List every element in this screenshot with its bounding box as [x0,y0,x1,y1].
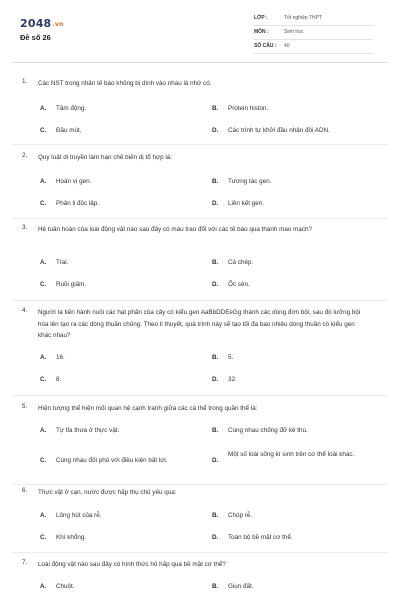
option-letter: B. [212,512,219,519]
meta-label: SỐ CÂU : [254,43,277,49]
option-text: Cùng nhau chống đỡ kẻ thù. [228,427,308,434]
option-text: Đầu mút. [56,127,82,134]
meta-label: MÔN : [254,29,269,35]
option-letter: A. [40,427,47,434]
header-divider [12,62,388,63]
option-letter: A. [40,259,47,266]
meta-value: Tốt nghiệp THPT [284,15,322,21]
question-number: 1. [22,78,28,85]
question-divider [12,300,388,301]
question-divider [12,395,388,396]
option-text: Cùng nhau đối phó với điều kiện bất lợi. [56,457,168,464]
option-text: Hoán vị gen. [56,178,92,185]
option-text: Lông hút của rễ. [56,512,102,519]
question-divider [12,218,388,219]
question-text: Người ta tiến hành nuôi các hạt phấn của cây có kiểu gen AaBbDDEeGg thành các dòng đơn bội, sau đó lưỡng bội hóa lên tạo ra các dòng thuần chủng. Theo lí thuyết, quá trình này sẽ tạo tối đa bao nhiêu dòng thuần có kiểu gen khác nhau? [38,309,361,339]
option-text: Ốc sên. [228,281,250,288]
logo-main: 2048 [20,17,52,30]
option-letter: B. [212,583,219,590]
question-divider [12,484,388,485]
question-text: Loài động vật nào sau đây có hình thức hô hấp qua bề mặt cơ thể? [38,561,226,568]
option-letter: B. [212,178,219,185]
exam-title: Đề số 26 [20,33,51,42]
option-letter: B. [212,354,219,361]
option-text: Protein histon. [228,105,269,112]
option-letter: D. [212,376,219,383]
option-text: Tương tác gen. [228,178,272,185]
option-text: 16. [56,354,65,361]
option-text: Giun đất. [228,583,254,590]
option-text: Khí khổng. [56,534,87,541]
option-text: 5. [228,354,234,361]
option-text: Các trình tự khởi đầu nhân đôi ADN. [228,127,330,134]
option-letter: B. [212,259,219,266]
option-letter: C. [40,127,47,134]
option-letter: A. [40,583,47,590]
question-number: 5. [22,403,28,410]
question-number: 3. [22,224,28,231]
option-letter: C. [40,534,47,541]
option-letter: D. [212,281,219,288]
option-text: Chuột. [56,583,75,590]
question-text: Hiện tượng thể hiện mối quan hệ cạnh tranh giữa các cá thể trong quần thể là: [38,405,258,412]
option-letter: C. [40,376,47,383]
option-text: Toàn bộ bề mặt cơ thể. [228,534,293,541]
question-number: 7. [22,559,28,566]
option-text: Một số loài sống kí sinh trên cơ thể loài khác. [228,451,355,458]
option-text: Trai. [56,259,69,266]
option-letter: D. [212,457,219,464]
meta-row-subject [254,26,374,40]
meta-value: Sinh học [284,29,304,35]
option-text: Tự tỉa thưa ở thực vật. [56,427,120,434]
option-text: 8. [56,376,62,383]
option-letter: D. [212,200,219,207]
question-divider [12,144,388,145]
option-letter: C. [40,457,47,464]
meta-row-count [254,40,374,54]
meta-value: 40 [284,43,290,49]
option-letter: D. [212,534,219,541]
question-text: Hệ tuần hoàn của loài động vật nào sau đây có máu trao đổi với các tế bào qua thành mao mạch? [38,226,313,233]
question-text: Thực vật ở cạn, nước được hấp thụ chủ yếu qua: [38,489,177,496]
question-divider [12,552,388,553]
option-text: Cá chép. [228,259,254,266]
option-letter: A. [40,178,47,185]
option-text: Ruồi giấm. [56,281,87,288]
option-text: Phân li độc lập. [56,200,100,207]
question-text: Các NST trong nhân tế bào không bị dính vào nhau là nhờ có: [38,80,212,87]
exam-meta-table [254,12,374,54]
logo-suffix: .vn [52,21,64,28]
option-letter: B. [212,105,219,112]
option-text: Liên kết gen. [228,200,265,207]
option-text: Chóp rễ. [228,512,253,519]
option-letter: C. [40,281,47,288]
meta-label: LỚP : [254,15,268,21]
option-text: Tâm động. [56,105,87,112]
option-letter: B. [212,427,219,434]
option-letter: A. [40,512,47,519]
meta-row-class [254,12,374,26]
site-logo[interactable] [20,17,63,30]
exam-header [0,0,400,58]
question-text: Quy luật di truyền làm hạn chế biến dị tổ hợp là: [38,154,172,161]
option-letter: A. [40,354,47,361]
option-letter: D. [212,127,219,134]
question-number: 2. [22,152,28,159]
question-number: 4. [22,307,28,314]
question-number: 6. [22,487,28,494]
option-letter: A. [40,105,47,112]
option-text: 32. [228,376,237,383]
option-letter: C. [40,200,47,207]
